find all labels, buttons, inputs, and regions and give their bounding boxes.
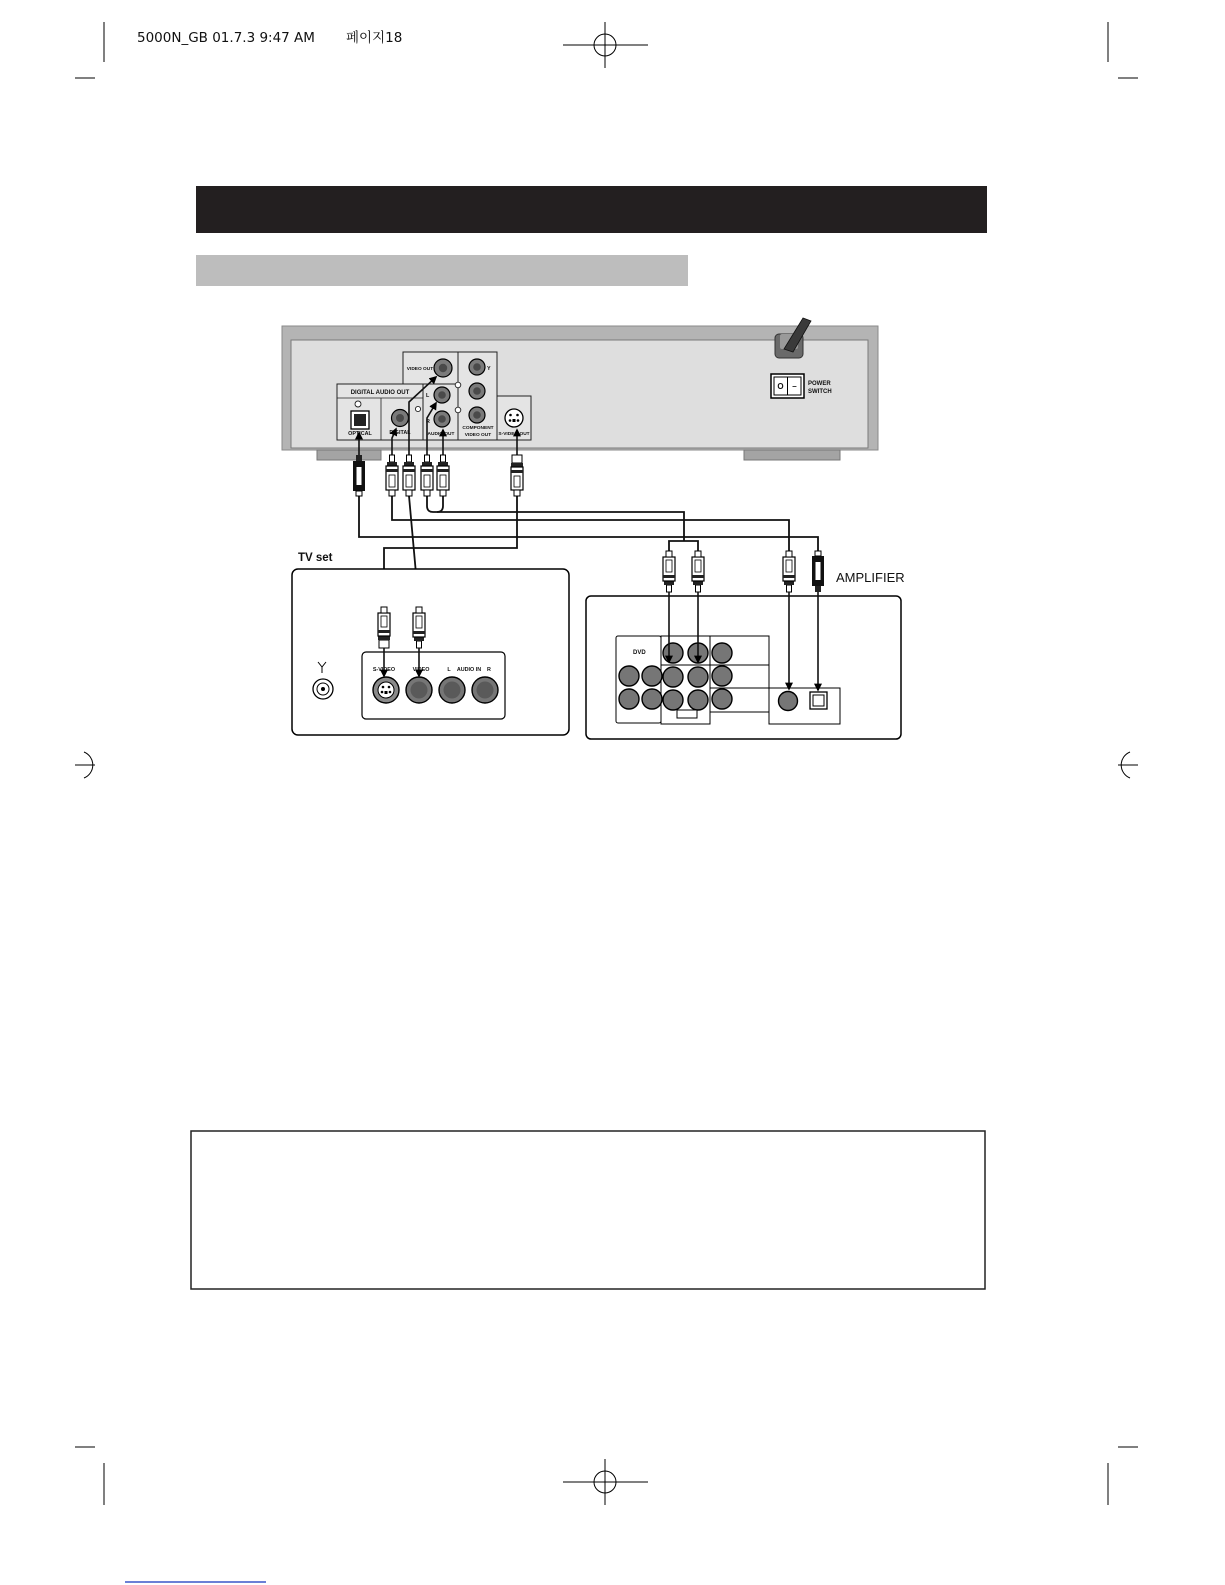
rca-plug-icon: [692, 551, 704, 592]
print-slug-job: 5000N_GB 01.7.3 9:47 AM: [137, 30, 315, 46]
power-switch-label-line1: POWER: [808, 381, 831, 387]
rca-plug-icon: [403, 455, 415, 496]
component-pb-jack-center: [473, 387, 481, 395]
digital-coax-label: DIGITAL: [389, 430, 411, 436]
video-out-label: VIDEO OUT: [406, 367, 434, 372]
cable-digital-coax: [392, 496, 789, 551]
registration-mark-right: [1118, 752, 1138, 778]
power-on-symbol: –: [792, 382, 797, 391]
power-switch-label-line2: SWITCH: [808, 389, 832, 395]
audio-out-r-jack-center: [438, 415, 446, 423]
cable-audio-split: [669, 541, 698, 551]
amp-jack: [642, 666, 662, 686]
crop-marks-bottom: [75, 1447, 1138, 1505]
amp-bridge-icon: [677, 710, 697, 718]
tv-set-title: TV set: [298, 552, 333, 564]
rca-plug-icon: [386, 455, 398, 496]
amp-dvd-label: DVD: [633, 650, 646, 656]
indicator-dot-icon: [455, 382, 461, 388]
amp-jack: [642, 689, 662, 709]
dvd-side-plugs: [353, 455, 523, 496]
digital-coax-jack-center: [396, 414, 404, 422]
cable-audio-r: [437, 496, 443, 512]
tv-video-jack-center: [411, 682, 428, 699]
amp-jack: [712, 666, 732, 686]
amp-jack: [712, 689, 732, 709]
rca-plug-icon: [783, 551, 795, 592]
amp-jack: [663, 643, 683, 663]
section-header-bar: [196, 186, 987, 233]
optical-jack-port: [354, 414, 366, 426]
registration-mark-bottom: [563, 1459, 648, 1505]
amplifier-title: AMPLIFIER: [836, 570, 905, 585]
audio-out-l-jack-center: [438, 391, 446, 399]
optical-plug-icon: [353, 455, 365, 496]
component-pr-jack-center: [473, 411, 481, 419]
s-video-out-jack: [505, 409, 523, 427]
s-video-plug-icon: [378, 607, 390, 648]
cable-audio-l: [427, 496, 684, 541]
note-box: [191, 1131, 985, 1289]
component-y-jack-center: [473, 363, 481, 371]
dvd-foot-right: [744, 450, 840, 460]
registration-mark-left: [75, 752, 95, 778]
component-y-label: Y: [487, 366, 491, 372]
dvd-rear-panel: [282, 318, 878, 460]
dvd-foot-left: [317, 450, 381, 460]
digital-audio-out-label: DIGITAL AUDIO OUT: [350, 390, 410, 396]
audio-out-r-label: R: [426, 419, 430, 425]
rca-plug-icon: [663, 551, 675, 592]
amp-jack: [688, 667, 708, 687]
amp-jack: [619, 666, 639, 686]
amp-jack: [619, 689, 639, 709]
indicator-dot-icon: [455, 407, 461, 413]
print-slug-page: 페이지18: [346, 30, 403, 46]
video-out-jack-center: [439, 364, 447, 372]
amp-jack: [688, 690, 708, 710]
optical-indicator-icon: [355, 401, 361, 407]
tv-s-video-jack: [373, 677, 399, 703]
component-label-line1: COMPONENT: [462, 426, 494, 431]
optical-label: OPTICAL: [348, 431, 372, 437]
s-video-out-label: S-VIDEO OUT: [498, 432, 530, 437]
tv-audio-r-jack-center: [477, 682, 494, 699]
tv-audio-in-label: AUDIO IN: [456, 667, 482, 673]
amp-coax-jack: [779, 692, 798, 711]
rca-plug-icon: [421, 455, 433, 496]
indicator-dot-icon: [415, 406, 420, 411]
component-label-line2: VIDEO OUT: [464, 433, 492, 438]
tv-audio-r-label: R: [487, 667, 491, 673]
subsection-header-bar: [196, 255, 688, 286]
power-switch: [771, 374, 804, 398]
tv-s-video-label: S-VIDEO: [372, 667, 396, 673]
power-off-symbol: O: [777, 382, 784, 391]
amp-jack: [663, 667, 683, 687]
tv-audio-l-jack-center: [444, 682, 461, 699]
audio-out-l-label: L: [426, 393, 430, 399]
optical-plug-icon: [812, 551, 824, 592]
s-video-plug-icon: [511, 455, 523, 496]
amp-jack: [712, 643, 732, 663]
rca-plug-icon: [437, 455, 449, 496]
amp-jack: [663, 690, 683, 710]
tv-video-label: VIDEO: [412, 667, 430, 673]
audio-out-label: AUDIO OUT: [427, 432, 455, 437]
registration-mark-top: [563, 22, 648, 68]
tv-audio-l-label: L: [447, 667, 451, 673]
